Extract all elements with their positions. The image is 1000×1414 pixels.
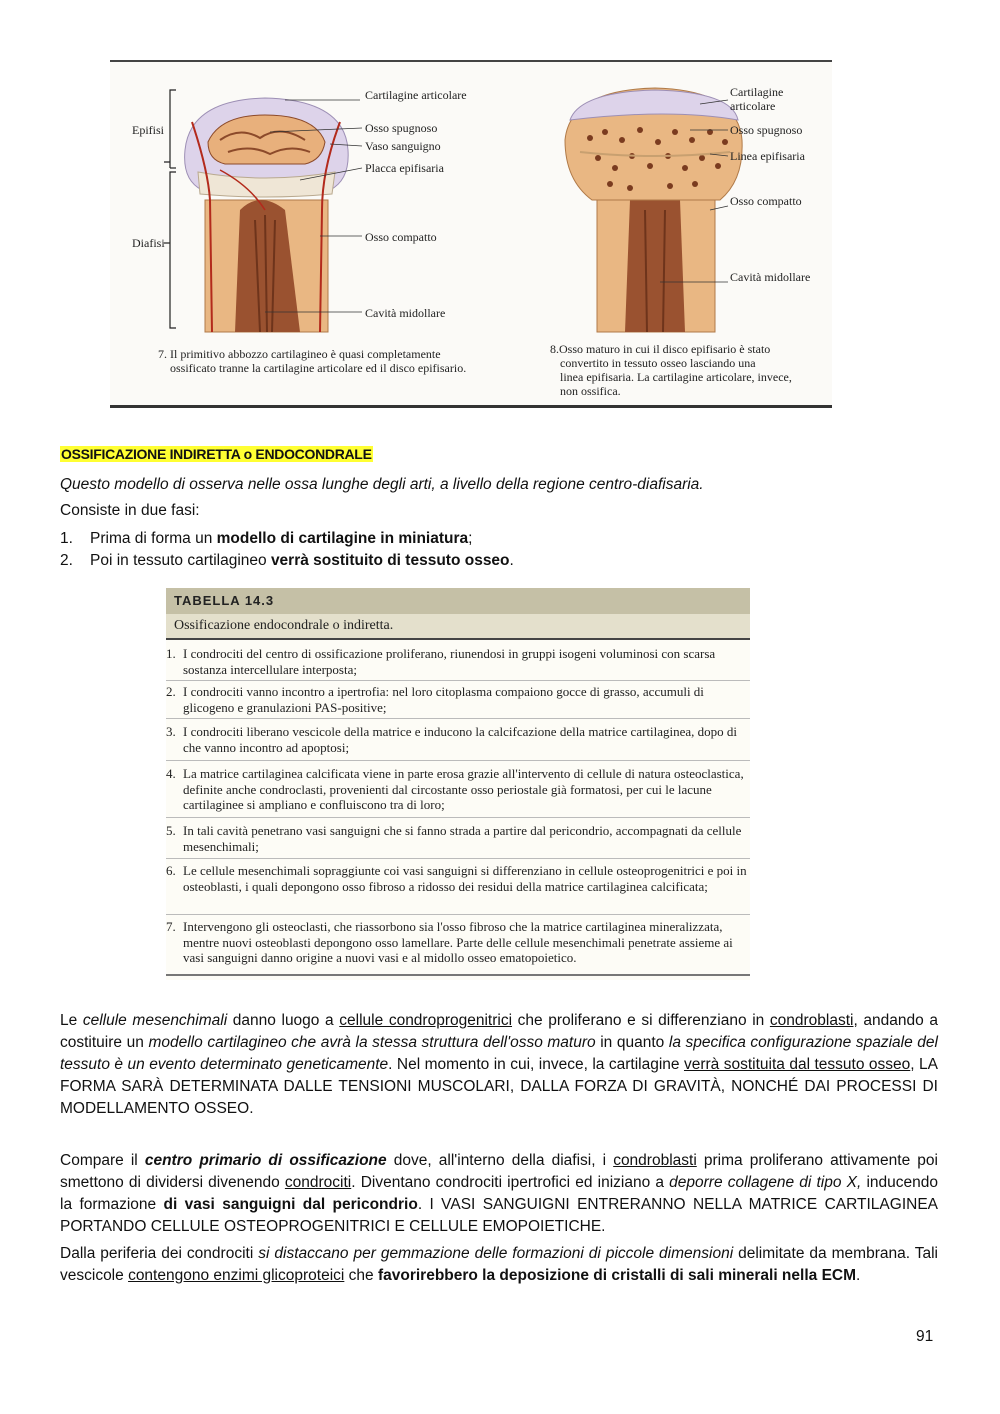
table-subtitle-bar (166, 614, 750, 640)
table-row-number: 5. (166, 823, 176, 838)
table-row-text: I condrociti vanno incontro a ipertrofia: nel loro citoplasma compaiono gocce di grasso, accumuli di glicogeno e granulazioni PAS-positive; (183, 684, 704, 715)
caption-right-line-3: linea epifisaria. La cartilagine articolare, invece, (560, 370, 792, 384)
left-label-vaso-sanguigno: Vaso sanguigno (365, 139, 441, 153)
right-label-osso-spugnoso: Osso spugnoso (730, 123, 803, 137)
immature-bone-drawing (185, 98, 349, 332)
table-row-divider (166, 858, 750, 859)
text-run: . (856, 1267, 861, 1284)
phase-item-1 (60, 528, 472, 550)
caption-right-line-4: non ossifica. (560, 384, 621, 398)
bold-run: di vasi sanguigni dal pericondrio (163, 1196, 418, 1213)
intro-text: Questo modello di osserva nelle ossa lunghe degli arti, a livello della regione centro-diafisaria. (60, 476, 704, 493)
italic-run: la specifica configurazione spaziale del tessuto è un evento determinato geneticamente (60, 1034, 938, 1073)
underline-run: contengono enzimi glicoproteici (128, 1267, 345, 1284)
table-row-divider (166, 680, 750, 681)
text-run: . Nel momento in cui, invece, la cartilagine (388, 1056, 684, 1073)
paragraph-primary-center (60, 1150, 938, 1238)
right-label-cartilagine: Cartilagine (730, 85, 784, 99)
text-run: , LA FORMA SARÀ DETERMINATA DALLE TENSIONI MUSCOLARI, DALLA FORZA DI GRAVITÀ, NONCHÉ DAI PROCESSI DI MODELLAMENTO OSSEO. (60, 1056, 938, 1117)
table-row-number: 4. (166, 766, 176, 781)
right-label-articolare: articolare (730, 99, 776, 113)
diafisi-label: Diafisi (132, 236, 165, 250)
phase-number: 2. (60, 552, 73, 569)
table-header-bar (166, 588, 750, 614)
text-run: danno luogo a (227, 1012, 340, 1029)
left-label-placca-epifisaria: Placca epifisaria (365, 161, 444, 175)
text-run: , andando a costituire un (60, 1012, 938, 1051)
text-run: prima proliferano attivamente poi smettono di dividersi divenendo (60, 1152, 938, 1191)
table-row-number: 6. (166, 863, 176, 878)
caption-left-line-2: ossificato tranne la cartilagine articolare ed il disco epifisario. (170, 361, 467, 375)
caption-right-line-1: 8.Osso maturo in cui il disco epifisario è stato (550, 342, 771, 356)
text-run: delimitate da membrana. Tali vescicole (60, 1245, 938, 1284)
table-row-number: 2. (166, 684, 176, 699)
italic-run: deporre collagene di tipo X, (669, 1174, 862, 1191)
underline-run: cellule condroprogenitrici (339, 1012, 513, 1029)
phase-bold: verrà sostituito di tessuto osseo (270, 552, 510, 569)
text-run: Dalla periferia dei condrociti (60, 1245, 259, 1262)
italic-run: modello cartilagineo che avrà la stessa struttura dell'osso maturo (148, 1034, 596, 1051)
table-row-divider (166, 718, 750, 719)
right-label-osso-compatto: Osso compatto (730, 194, 802, 208)
phase-number: 1. (60, 530, 73, 547)
text-run: in quanto (595, 1034, 669, 1051)
mature-bone-drawing (565, 88, 742, 332)
table-row-text: Le cellule mesenchimali sopraggiunte coi vasi sanguigni si differenziano in cellule osteoprogenitrici e poi in osteoblasti, i quali depongono osso fibroso a ridosso dei residui della matrice cartilaginea calcificata; (183, 863, 747, 894)
phase-punct: ; (468, 530, 473, 547)
left-label-osso-spugnoso: Osso spugnoso (365, 121, 438, 135)
text-run: Compare il (60, 1152, 145, 1169)
text-run: inducendo la formazione (60, 1174, 939, 1213)
phases-intro: Consiste in due fasi: (60, 502, 200, 519)
paragraph-mesenchymal (60, 1010, 938, 1120)
text-run: che proliferano e si differenziano in (512, 1012, 770, 1029)
phase-punct: . (509, 552, 514, 569)
phase-text: Poi in tessuto cartilagineo (90, 552, 271, 569)
text-run: . I VASI SANGUIGNI ENTRERANNO NELLA MATRICE CARTILAGINEA PORTANDO CELLULE OSTEOPROGENITRICI E CELLULE EMOPOIETICHE. (60, 1196, 939, 1235)
italic-run: cellule mesenchimali (82, 1012, 228, 1029)
right-label-cavita-midollare: Cavità midollare (730, 270, 811, 284)
table-row-divider (166, 817, 750, 818)
table-row-number: 7. (166, 919, 176, 934)
table-row-text: La matrice cartilaginea calcificata viene in parte erosa grazie all'intervento di cellule di natura osteoclastica, definite anche condroclasti, provenienti dal circostante osso periostale già formatosi, per cui le lacune cartilaginee si ampliano e confluiscono tra di loro; (183, 766, 744, 812)
table-row-number: 1. (166, 646, 176, 661)
section-heading: OSSIFICAZIONE INDIRETTA o ENDOCONDRALE (61, 446, 372, 462)
table-bottom-border (166, 974, 750, 976)
table-row-divider (166, 760, 750, 761)
table-14-3 (166, 588, 750, 980)
underline-run: condroblasti (613, 1152, 697, 1169)
table-row-text: In tali cavità penetrano vasi sanguigni che si fanno strada a partire dal pericondrio, accompagnati da cellule mesenchimali; (183, 823, 742, 854)
underline-run: verrà sostituita dal tessuto osseo (683, 1056, 911, 1073)
table-row-text: Intervengono gli osteoclasti, che riassorbono sia l'osso fibroso che la matrice cartilaginea mineralizzata, mentre nuovi osteoblasti depongono osso lamellare. Parte delle cellule mesenchimali penetrate assieme ai vasi sanguigni danno origine a nuovi vasi e al midollo osseo ematopoietico. (183, 919, 733, 965)
underline-run: condrociti (284, 1174, 352, 1191)
table-title: TABELLA 14.3 (174, 593, 275, 608)
left-label-osso-compatto: Osso compatto (365, 230, 437, 244)
underline-run: condroblasti (769, 1012, 854, 1029)
bone-figure (110, 60, 832, 408)
phase-text: Prima di forma un (90, 530, 217, 547)
text-run: . Diventano condrociti ipertrofici ed iniziano a (351, 1174, 670, 1191)
phase-bold: modello di cartilagine in miniatura (216, 530, 469, 547)
page-number: 91 (916, 1328, 934, 1345)
text-run: che (344, 1267, 378, 1284)
table-row-number: 3. (166, 724, 176, 739)
italic-run: si distaccano per gemmazione delle formazioni di piccole dimensioni (258, 1245, 734, 1262)
text-run: dove, all'interno della diafisi, i (386, 1152, 614, 1169)
right-label-linea-epifisaria: Linea epifisaria (730, 149, 805, 163)
table-subtitle: Ossificazione endocondrale o indiretta. (174, 618, 394, 633)
epifisi-label: Epifisi (132, 123, 164, 137)
paragraph-vesicles (60, 1243, 938, 1287)
caption-right-line-2: convertito in tessuto osseo lasciando una (560, 356, 756, 370)
left-label-cartilagine-articolare: Cartilagine articolare (365, 88, 467, 102)
caption-right (550, 342, 792, 398)
table-row-divider (166, 914, 750, 915)
caption-left-line-1: 7. Il primitivo abbozzo cartilagineo è quasi completamente (158, 347, 441, 361)
table-row-text: I condrociti del centro di ossificazione proliferano, riunendosi in gruppi isogeni voluminosi con scarsa sostanza intercellulare interposta; (183, 646, 716, 677)
figure-bottom-border (110, 405, 832, 408)
caption-left (158, 347, 466, 375)
region-brackets (164, 90, 176, 328)
table-row-text: I condrociti liberano vescicole della matrice e inducono la calcifcazione della matrice cartilaginea, dopo di che vanno incontro ad apoptosi; (183, 724, 738, 755)
bold-run: favorirebbero la deposizione di cristalli di sali minerali nella ECM (377, 1267, 857, 1284)
left-label-cavita-midollare: Cavità midollare (365, 306, 446, 320)
phase-item-2 (60, 550, 514, 572)
bold-italic-run: centro primario di ossificazione (144, 1152, 387, 1169)
text-run: Le (60, 1012, 83, 1029)
